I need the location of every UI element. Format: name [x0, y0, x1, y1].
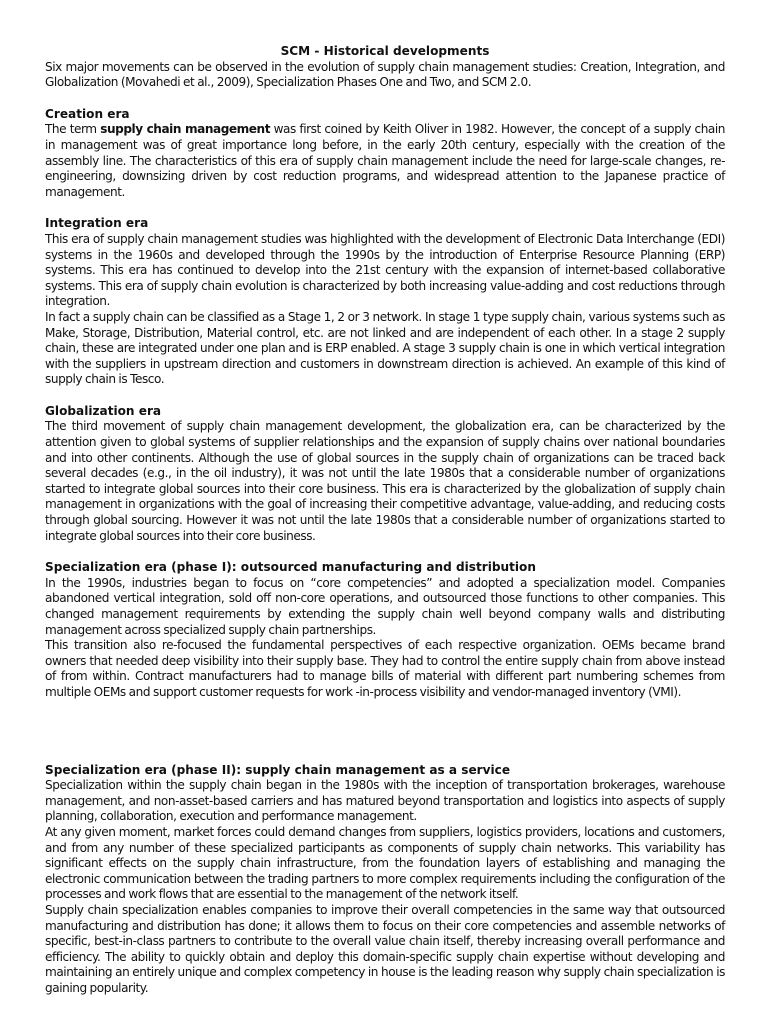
specialization-phase-1-paragraph-1: In the 1990s, industries began to focus on “core competencies” and adopted a specialization model. Companies abandoned vertical integration, sold off non-core operations, and outsourced those functions to other companies. This changed management requirements by extending the supply chain well beyond company walls and distributing management across specialized supply chain partnerships.	[45, 575, 725, 637]
section-spacer	[45, 200, 725, 216]
specialization-phase-2-heading: Specialization era (phase II): supply chain management as a service	[45, 762, 511, 777]
globalization-era-heading: Globalization era	[45, 403, 162, 418]
creation-text-post: was first coined by Keith Oliver in 1982. However, the concept of a supply chain in management was of great importance long before, in the early 20th century, especially with the creation of the assembly line. The characteristics of this era of supply chain management include the need for large-scale changes, re-engineering, downsizing driven by cost reduction programs, and widespread attention to the Japanese practice of management.	[45, 122, 725, 199]
term-highlight: supply chain management	[100, 122, 271, 137]
integration-era-paragraph-1: This era of supply chain management studies was highlighted with the development of Electronic Data Interchange (EDI) systems in the 1960s and developed through the 1990s by the introduction of Enterprise Resource Planning (ERP) systems. This era has continued to develop into the 21st century with the expansion of internet-based collaborative systems. This era of supply chain evolution is characterized by both increasing value-adding and cost reductions through integration.	[45, 231, 725, 309]
creation-era-paragraph	[45, 122, 725, 200]
specialization-phase-1-heading: Specialization era (phase I): outsourced manufacturing and distribution	[45, 560, 536, 575]
specialization-phase-2-paragraph-3: Supply chain specialization enables companies to improve their overall competencies in the same way that outsourced manufacturing and distribution has done; it allows them to focus on their core competencies and assemble networks of specific, best-in-class partners to contribute to the overall value chain itself, thereby increasing overall performance and efficiency. The ability to quickly obtain and deploy this domain-specific supply chain expertise without developing and maintaining an entirely unique and complex competency in house is the leading reason why supply chain specialization is gaining popularity.	[45, 902, 725, 995]
specialization-phase-1-paragraph-2: This transition also re-focused the fundamental perspectives of each respective organization. OEMs became brand owners that needed deep visibility into their supply base. They had to control the entire supply chain from above instead of from within. Contract manufacturers had to manage bills of material with different part numbering schemes from multiple OEMs and support customer requests for work -in-process visibility and vendor-managed inventory (VMI).	[45, 638, 725, 699]
integration-era-paragraph-2: In fact a supply chain can be classified as a Stage 1, 2 or 3 network. In stage 1 type supply chain, various systems such as Make, Storage, Distribution, Material control, etc. are not linked and are independent of each other. In a stage 2 supply chain, these are integrated under one plan and is ERP enabled. A stage 3 supply chain is one in which vertical integration with the suppliers in upstream direction and customers in downstream direction is achieved. An example of this kind of supply chain is Tesco.	[45, 309, 725, 387]
specialization-phase-2-paragraph-2: At any given moment, market forces could demand changes from suppliers, logistics providers, locations and customers, and from any number of these specialized participants as components of supply chain networks. This variability has significant effects on the supply chain infrastructure, from the foundation layers of establishing and managing the electronic communication between the trading partners to more complex requirements including the configuration of the processes and work flows that are essential to the management of the network itself.	[45, 824, 725, 902]
document-title: SCM - Historical developments	[280, 44, 490, 58]
specialization-phase-2-paragraph-1: Specialization within the supply chain began in the 1980s with the inception of transportation brokerages, warehouse management, and non-asset-based carriers and has matured beyond transportation and logistics into aspects of supply planning, collaboration, execution and performance management.	[45, 778, 725, 824]
intro-paragraph: Six major movements can be observed in the evolution of supply chain management studies: Creation, Integration, and Globalization (Movahedi et al., 2009), Specialization Phases One and Two, and SCM 2.0.	[45, 59, 725, 90]
section-spacer	[45, 544, 725, 560]
creation-era-heading: Creation era	[45, 106, 130, 121]
section-spacer	[45, 91, 725, 107]
section-spacer	[45, 388, 725, 404]
integration-era-heading: Integration era	[45, 216, 149, 231]
document-page	[45, 44, 725, 996]
section-spacer	[45, 701, 725, 763]
creation-text-pre: The term	[45, 122, 101, 137]
globalization-era-paragraph: The third movement of supply chain management development, the globalization era, can be characterized by the attention given to global systems of supplier relationships and the expansion of supply chains over national boundaries and into other continents. Although the use of global sources in the supply chain of organizations can be traced back several decades (e.g., in the oil industry), it was not until the late 1980s that a considerable number of organizations started to integrate global sources into their core business. This era is characterized by the globalization of supply chain management in organizations with the goal of increasing their competitive advantage, value-adding, and reducing costs through global sourcing. However it was not until the late 1980s that a considerable number of organizations started to integrate global sources into their core business.	[45, 419, 725, 543]
